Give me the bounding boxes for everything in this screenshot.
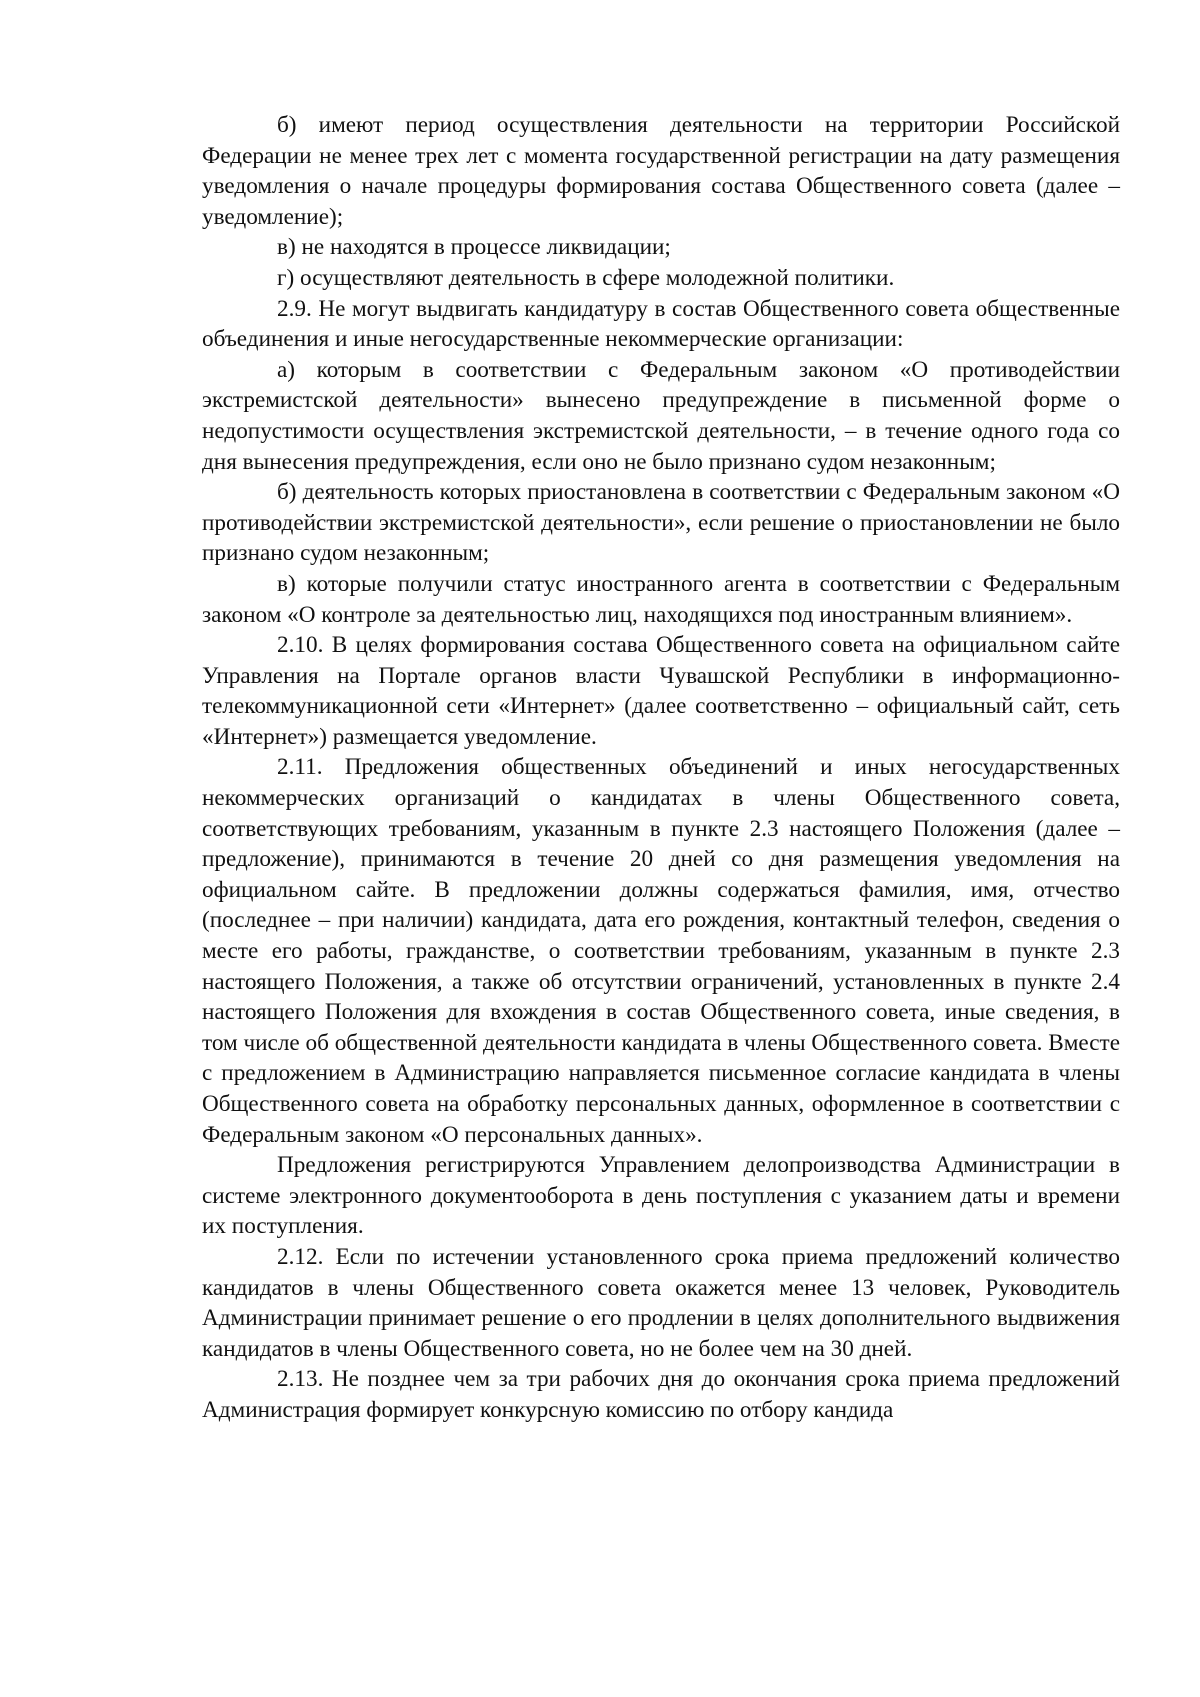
paragraph-2-11: 2.11. Предложения общественных объединений и иных негосударственных некоммерческих организаций о кандидатах в члены Общественного совета, соответствующих требованиям, указанным в пункте 2.3 настоящего Положения (далее – предложение), принимаются в течение 20 дней со дня размещения уведомления на официальном сайте. В предложении должны содержаться фамилия, имя, отчество (последнее – при наличии) кандидата, дата его рождения, контактный телефон, сведения о месте его работы, гражданстве, о соответствии требованиям, указанным в пункте 2.3 настоящего Положения, а также об отсутствии ограничений, установленных в пункте 2.4 настоящего Положения для вхождения в состав Общественного совета, иные сведения, в том числе об общественной деятельности кандидата в члены Общественного совета. Вместе с предложением в Администрацию направляется письменное согласие кандидата в члены Общественного совета на обработку персональных данных, оформленное в соответствии с Федеральным законом «О персональных данных». [202, 754, 1120, 1148]
paragraph-2-10: 2.10. В целях формирования состава Общественного совета на официальном сайте Управления на Портале органов власти Чувашской Республики в информационно-телекоммуникационной сети «Интернет» (далее соответственно – официальный сайт, сеть «Интернет») размещается уведомление. [202, 632, 1120, 750]
paragraph-v-not-liquidating: в) не находятся в процессе ликвидации; [277, 234, 671, 261]
paragraph-v-foreign-agent: в) которые получили статус иностранного агента в соответствии с Федеральным законом «О контроле за деятельностью лиц, находящихся под иностранным влиянием». [202, 570, 1120, 628]
paragraph-a-warning: а) которым в соответствии с Федеральным законом «О противодействии экстремистской деятельности» вынесено предупреждение в письменной форме о недопустимости осуществления экстремистской деятельности, – в течение одного года со дня вынесения предупреждения, если оно не было признано судом незаконным; [202, 356, 1120, 475]
paragraph-b-activity-period: б) имеют период осуществления деятельности на территории Российской Федерации не менее трех лет с момента государственной регистрации на дату размещения уведомления о начале процедуры формирования состава Общественного совета (далее – уведомление); [202, 112, 1120, 230]
paragraph-2-13: 2.13. Не позднее чем за три рабочих дня до окончания срока приема предложений Администрация формирует конкурсную комиссию по отбору кандида [202, 1366, 1120, 1423]
paragraph-2-12: 2.12. Если по истечении установленного срока приема предложений количество кандидатов в члены Общественного совета окажется менее 13 человек, Руководитель Администрации принимает решение о его продлении в целях дополнительного выдвижения кандидатов в члены Общественного совета, но не более чем на 30 дней. [202, 1243, 1120, 1362]
paragraph-b-suspended: б) деятельность которых приостановлена в соответствии с Федеральным законом «О противодействии экстремистской деятельности», если решение о приостановлении не было признано судом незаконным; [202, 479, 1120, 567]
paragraph-2-9: 2.9. Не могут выдвигать кандидатуру в состав Общественного совета общественные объединения и иные негосударственные некоммерческие организации: [202, 295, 1120, 353]
paragraph-g-youth-policy: г) осуществляют деятельность в сфере молодежной политики. [277, 264, 895, 291]
document-page [202, 110, 1120, 1426]
paragraph-registration: Предложения регистрируются Управлением делопроизводства Администрации в системе электронного документооборота в день поступления с указанием даты и времени их поступления. [202, 1152, 1120, 1240]
